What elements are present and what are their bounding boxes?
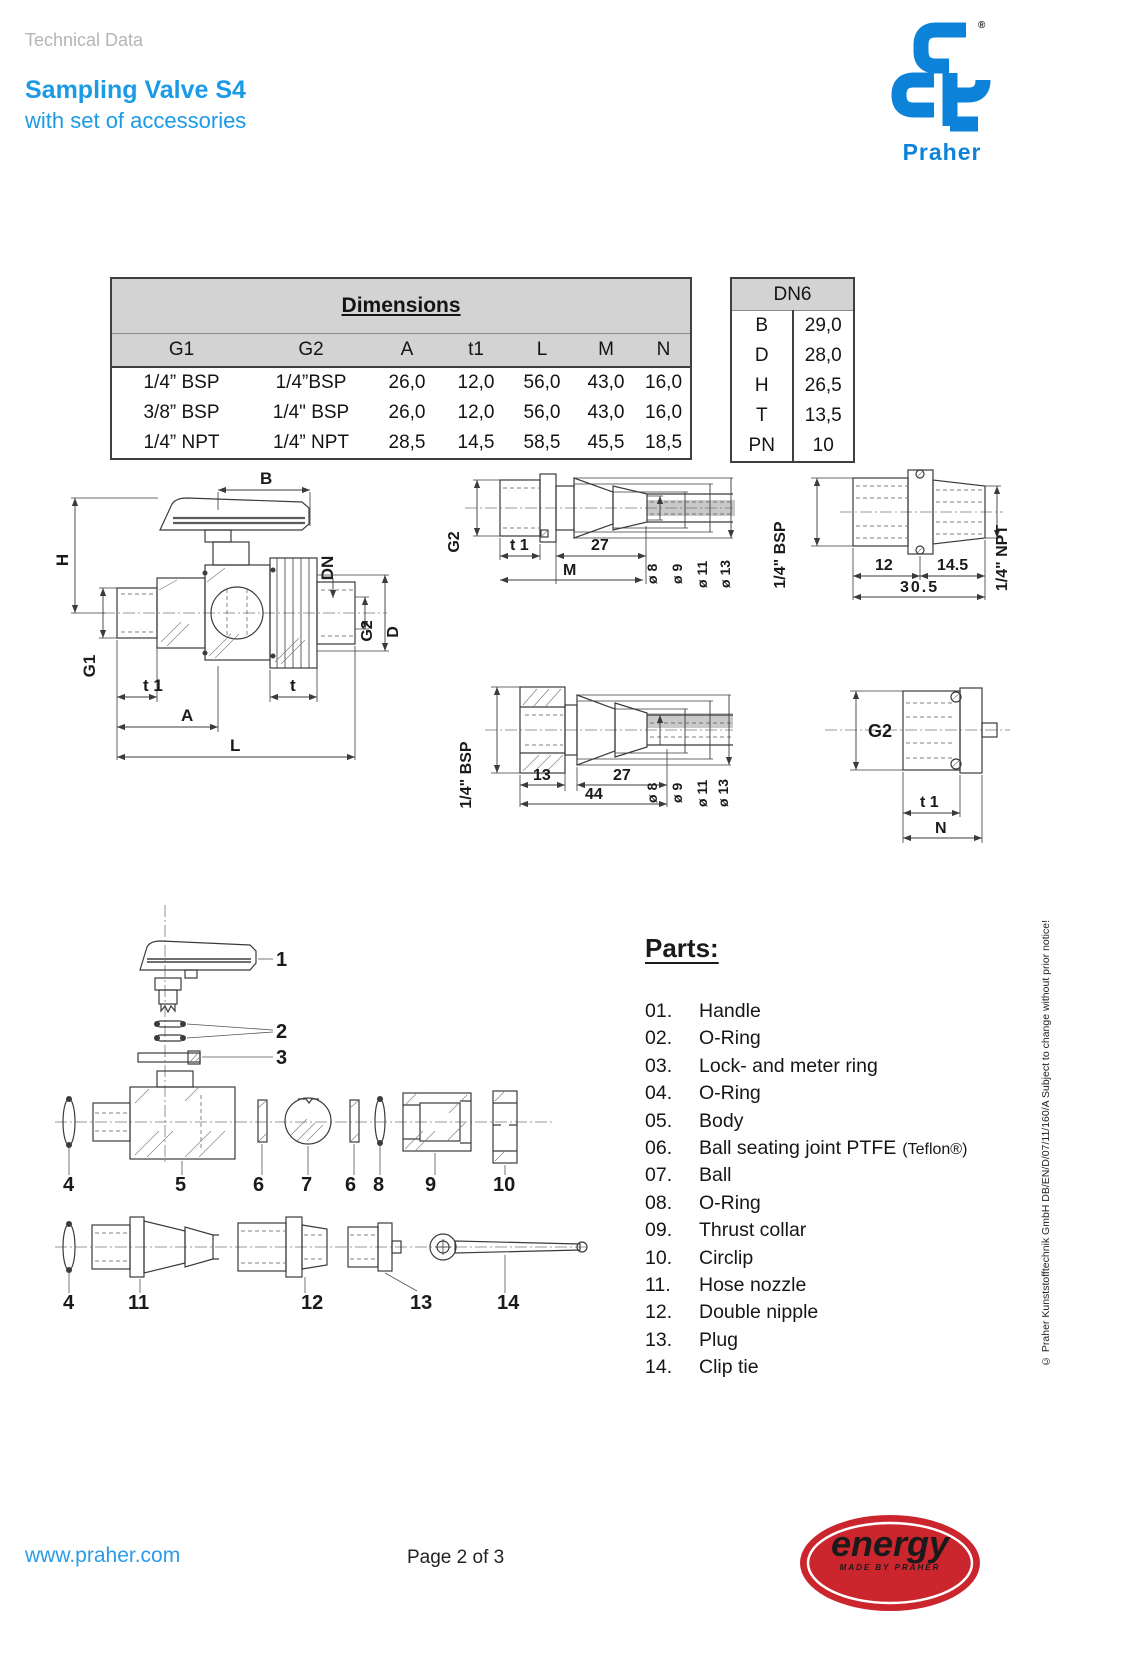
hose-nozzle-female-drawing <box>425 635 735 810</box>
dim-label: 1/4" BSP <box>772 521 789 589</box>
callout-number: 4 <box>63 1292 75 1314</box>
energy-logo <box>798 1512 983 1614</box>
callout-number: 14 <box>497 1292 520 1314</box>
dim-label: 30.5 <box>900 579 940 596</box>
hose-nozzle-male-drawing <box>435 450 735 595</box>
dim-label: B <box>260 469 273 488</box>
callout-number: 6 <box>253 1174 265 1196</box>
table-row: T 13,5 <box>731 401 854 431</box>
dim-label: t <box>290 676 296 695</box>
dim-label: M <box>563 562 577 579</box>
col-header: L <box>509 334 575 368</box>
dn6-table <box>730 277 855 463</box>
praher-logo-icon <box>890 14 994 132</box>
callout-number: 12 <box>301 1292 324 1314</box>
dim-label: G2 <box>868 721 893 741</box>
energy-logo-text: energy <box>830 1523 950 1564</box>
dim-label: t 1 <box>143 676 163 695</box>
list-item: 10. Circlip <box>645 1246 754 1269</box>
list-item: 11. Hose nozzle <box>645 1273 807 1296</box>
list-item: 13. Plug <box>645 1328 739 1351</box>
dim-label: N <box>935 820 947 837</box>
callout-number: 10 <box>493 1174 516 1196</box>
dim-label: ø 9 <box>669 563 685 584</box>
callout-number: 2 <box>276 1021 288 1043</box>
callout-number: 8 <box>373 1174 385 1196</box>
callout-number: 9 <box>425 1174 437 1196</box>
list-item: 01. Handle <box>645 1000 761 1022</box>
dim-label: 14.5 <box>937 557 969 574</box>
table-row: 1/4” BSP 1/4”BSP 26,0 12,0 56,0 43,0 16,0 <box>111 367 691 398</box>
list-item: 07. Ball <box>645 1164 732 1187</box>
list-item: 09. Thrust collar <box>645 1219 807 1242</box>
table-row: PN 10 <box>731 431 854 462</box>
eyebrow-text: Technical Data <box>25 30 144 50</box>
callout-number: 5 <box>175 1174 187 1196</box>
table-row: 1/4” NPT 1/4” NPT 28,5 14,5 58,5 45,5 18,5 <box>111 428 691 459</box>
dim-label: 27 <box>591 537 609 554</box>
dim-label: 1/4" NPT <box>994 524 1011 592</box>
valve-section-drawing <box>55 470 405 780</box>
dim-label: ø 11 <box>694 779 710 807</box>
dim-label: D <box>385 626 402 638</box>
callout-number: 11 <box>128 1292 150 1314</box>
col-header: t1 <box>443 334 509 368</box>
table-row: 3/8” BSP 1/4" BSP 26,0 12,0 56,0 43,0 16,0 <box>111 398 691 428</box>
list-item: 12. Double nipple <box>645 1301 819 1324</box>
page-title: Sampling Valve S4 <box>25 76 246 104</box>
dimensions-table-title: Dimensions <box>341 294 461 317</box>
dim-label: G2 <box>359 620 376 642</box>
list-item: 05. Body <box>645 1109 744 1132</box>
col-header: A <box>371 334 443 368</box>
callout-number: 4 <box>63 1174 75 1196</box>
dim-label: 44 <box>585 786 603 803</box>
callout-number: 6 <box>345 1174 357 1196</box>
col-header: M <box>575 334 637 368</box>
dim-label: DN <box>318 555 337 581</box>
col-header: G1 <box>111 334 251 368</box>
dim-label: L <box>230 736 241 755</box>
dim-label: ø 13 <box>715 778 731 807</box>
callout-number: 7 <box>301 1174 313 1196</box>
dim-label: ø 8 <box>644 563 660 584</box>
dim-label: ø 13 <box>717 559 733 588</box>
list-item: 06. Ball seating joint PTFE (Teflon®) <box>645 1136 968 1159</box>
dim-label: 13 <box>533 767 551 784</box>
parts-list <box>645 1000 967 1383</box>
praher-logo <box>878 14 1006 166</box>
website-link[interactable]: www.praher.com <box>25 1544 181 1567</box>
praher-logo-text: Praher <box>902 139 982 165</box>
exploded-parts-drawing <box>35 875 595 1320</box>
list-item: 03. Lock- and meter ring <box>645 1054 878 1077</box>
dim-label: 12 <box>875 557 893 574</box>
table-row: B 29,0 <box>731 311 854 342</box>
callout-number: 13 <box>410 1292 433 1314</box>
callout-number: 1 <box>276 949 288 971</box>
registered-mark: ® <box>978 20 986 31</box>
dim-label: G2 <box>446 531 463 553</box>
dimensions-table <box>110 277 692 460</box>
dimensions-header-row <box>111 334 691 368</box>
energy-logo-tagline: MADE BY PRAHER <box>839 1563 941 1572</box>
col-header: G2 <box>251 334 371 368</box>
callout-number: 3 <box>276 1047 288 1069</box>
dim-label: G1 <box>80 654 99 678</box>
page-indicator: Page 2 of 3 <box>407 1547 505 1568</box>
parts-title: Parts: <box>645 933 719 963</box>
dn6-table-title: DN6 <box>731 278 854 311</box>
page-subtitle: with set of accessories <box>25 108 247 133</box>
table-row: H 26,5 <box>731 371 854 401</box>
dim-label: H <box>53 553 72 567</box>
list-item: 04. O-Ring <box>645 1082 761 1105</box>
dim-label: A <box>181 706 194 725</box>
dim-label: t 1 <box>920 794 939 811</box>
copyright-note: © Praher Kunststofftechnik GmbH DB/EN/D/07/11/160/A Subject to change without prior notice! <box>1040 919 1052 1367</box>
list-item: 14. Clip tie <box>645 1356 759 1379</box>
list-item: 02. O-Ring <box>645 1027 761 1050</box>
plug-drawing <box>780 645 1025 850</box>
table-row: D 28,0 <box>731 341 854 371</box>
dim-label: ø 8 <box>644 782 660 803</box>
dim-label: t 1 <box>510 537 529 554</box>
double-nipple-drawing <box>745 440 1010 615</box>
dim-label: 1/4" BSP <box>458 741 475 809</box>
col-header: N <box>637 334 691 368</box>
dim-label: ø 11 <box>694 560 710 588</box>
dim-label: ø 9 <box>669 782 685 803</box>
list-item: 08. O-Ring <box>645 1191 761 1214</box>
dim-label: 27 <box>613 767 631 784</box>
